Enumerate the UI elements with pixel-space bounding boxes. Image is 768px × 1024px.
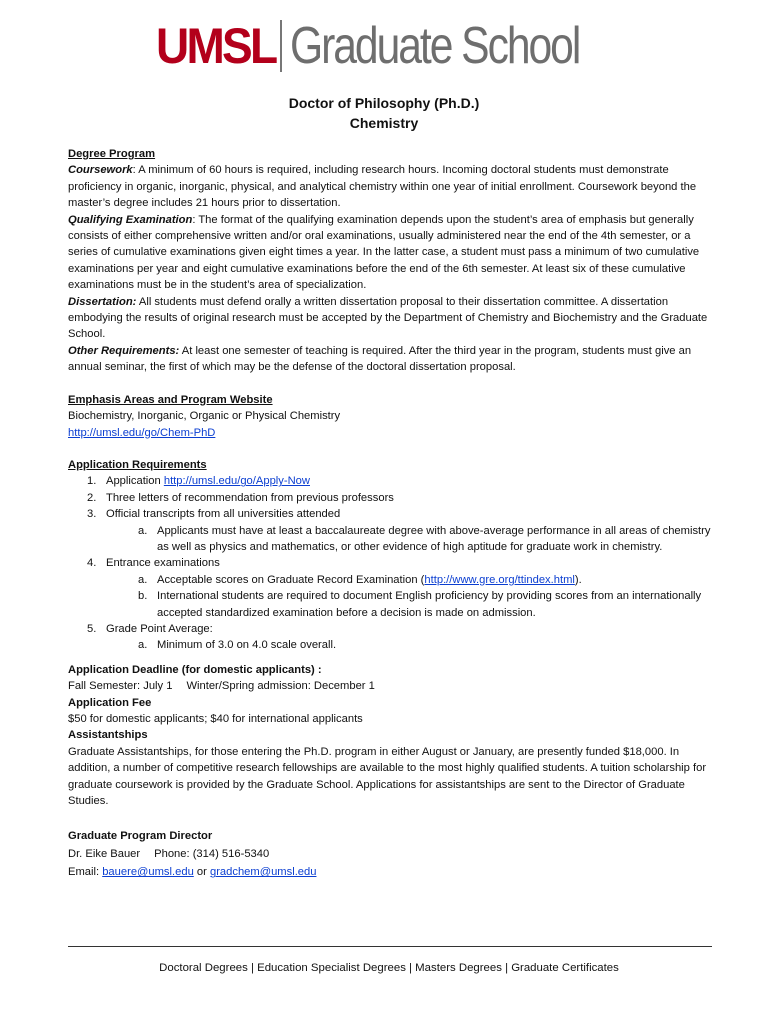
email-gradchem-link[interactable]: gradchem@umsl.edu xyxy=(209,866,317,879)
list-item xyxy=(68,621,718,654)
logo-umsl-text: UMSL xyxy=(156,17,276,74)
document-titles xyxy=(0,93,768,133)
application-requirements-list xyxy=(68,473,718,653)
gre-link[interactable]: http://www.gre.org/ttindex.html xyxy=(424,573,575,586)
director-name: Dr. Eike Bauer xyxy=(68,848,141,861)
logo-divider xyxy=(280,20,282,72)
qualifying-label: Qualifying Examination xyxy=(68,213,193,226)
sub-list-text-end: ). xyxy=(574,573,582,586)
coursework-text: : A minimum of 60 hours is required, including research hours. Incoming doctoral students must demonstrate proficiency in organic, inorganic, physical, and analytical chemistry within one year of initial enrollment. Coursework beyond the master’s degree includes 21 hours prior to dissertation. xyxy=(68,164,697,210)
sub-list-letter: b. xyxy=(138,590,148,603)
email-label: Email: xyxy=(68,866,103,879)
director-heading: Graduate Program Director xyxy=(68,830,213,843)
deadline-heading: Application Deadline (for domestic applicants) : xyxy=(68,663,322,676)
list-item xyxy=(68,506,718,555)
sub-list-text: Applicants must have at least a baccalaureate degree with above-average performance in all areas of chemistry as well as physics and mathematics, or other evidence of high aptitude for graduate work in chemistry. xyxy=(157,524,711,553)
list-number: 3. xyxy=(87,508,97,521)
other-requirements-text: At least one semester of teaching is required. After the third year in the program, students must give an annual seminar, the first of which may be the defense of the doctoral dissertation proposal. xyxy=(68,344,692,374)
email-or: or xyxy=(193,866,210,879)
program-website-link[interactable]: http://umsl.edu/go/Chem-PhD xyxy=(68,426,216,439)
list-item xyxy=(68,555,718,621)
sub-list-text: International students are required to document English proficiency by providing scores from an internationally accepted standardized examination before a decision is made on admission. xyxy=(157,590,702,619)
program-title: Chemistry xyxy=(349,115,419,131)
dissertation-paragraph xyxy=(68,294,718,343)
director-phone: Phone: (314) 516-5340 xyxy=(154,848,270,861)
degree-title: Doctor of Philosophy (Ph.D.) xyxy=(288,95,480,111)
qualifying-paragraph xyxy=(68,212,718,294)
other-requirements-label: Other Requirements: xyxy=(68,344,180,357)
sub-list-letter: a. xyxy=(138,639,148,652)
list-number: 1. xyxy=(87,475,97,488)
coursework-paragraph xyxy=(68,162,718,211)
degree-program-heading: Degree Program xyxy=(68,148,156,160)
application-requirements-heading: Application Requirements xyxy=(68,458,207,471)
list-item xyxy=(68,473,718,489)
emphasis-heading: Emphasis Areas and Program Website xyxy=(68,393,273,406)
fall-deadline: Fall Semester: July 1 xyxy=(68,680,173,693)
list-number: 4. xyxy=(87,557,97,570)
footer-divider xyxy=(68,946,712,947)
footer-text: Doctoral Degrees | Education Specialist Degrees | Masters Degrees | Graduate Certificates xyxy=(159,962,619,974)
deadline-dates xyxy=(68,678,718,694)
list-item-text: Official transcripts from all universities attended xyxy=(106,508,341,521)
list-item-text: Application xyxy=(106,475,164,488)
assistantships-text: Graduate Assistantships, for those entering the Ph.D. program in either August or January, are presently funded $18,000. In addition, a number of competitive research fellowships are available to the most highly qualified students. A tuition scholarship for graduate coursework is provided by the Graduate School. Applications for assistantships are sent to the Director of Graduate Studies. xyxy=(68,745,707,808)
assistantships-heading: Assistantships xyxy=(68,729,148,742)
dissertation-text: All students must defend orally a written dissertation proposal to their dissertation committee. A dissertation embodying the results of original research must be accepted by the Department of Chemistry and Biochemistry and the Graduate School. xyxy=(68,295,708,341)
winter-deadline: Winter/Spring admission: December 1 xyxy=(186,680,375,693)
list-item-text: Grade Point Average: xyxy=(106,622,213,635)
director-email xyxy=(68,863,718,881)
list-item xyxy=(68,490,718,506)
list-item-text: Entrance examinations xyxy=(106,557,220,570)
sub-list-text: Acceptable scores on Graduate Record Examination ( xyxy=(157,573,425,586)
sub-list-letter: a. xyxy=(138,573,148,586)
list-number: 5. xyxy=(87,622,97,635)
emphasis-areas: Biochemistry, Inorganic, Organic or Physical Chemistry xyxy=(68,410,341,423)
dissertation-label: Dissertation: xyxy=(68,295,137,308)
sub-list-letter: a. xyxy=(138,524,148,537)
list-item-text: Three letters of recommendation from previous professors xyxy=(106,491,394,504)
umsl-graduate-school-logo xyxy=(156,16,642,76)
sub-list-item xyxy=(106,588,718,621)
email-bauere-link[interactable]: bauere@umsl.edu xyxy=(102,866,194,879)
list-number: 2. xyxy=(87,491,97,504)
sub-list-item xyxy=(106,637,718,653)
fee-heading: Application Fee xyxy=(68,696,152,709)
logo-graduate-school-text: Graduate School xyxy=(289,16,579,75)
sub-list xyxy=(106,637,718,653)
apply-now-link[interactable]: http://umsl.edu/go/Apply-Now xyxy=(163,475,310,488)
director-contact xyxy=(68,845,718,863)
sub-list-text: Minimum of 3.0 on 4.0 scale overall. xyxy=(157,639,337,652)
sub-list xyxy=(106,572,718,621)
qualifying-text: : The format of the qualifying examination depends upon the student’s area of emphasis but generally consists of either comprehensive written and/or oral examinations, usually administered near the end of the 4th semester, or a series of cumulative examinations given eight times a year. In the latter case, a student must pass a minimum of two cumulative examinations per year and eight cumulative examinations before the end of the 6th semester. At least six of these cumulative examinations must be in the student’s area of specialization. xyxy=(68,213,700,292)
fee-text: $50 for domestic applicants; $40 for international applicants xyxy=(68,713,363,725)
sub-list xyxy=(106,523,718,556)
sub-list-item xyxy=(106,572,718,588)
document-body xyxy=(68,146,718,881)
sub-list-item xyxy=(106,523,718,556)
other-requirements-paragraph xyxy=(68,343,718,376)
coursework-label: Coursework xyxy=(68,164,133,177)
